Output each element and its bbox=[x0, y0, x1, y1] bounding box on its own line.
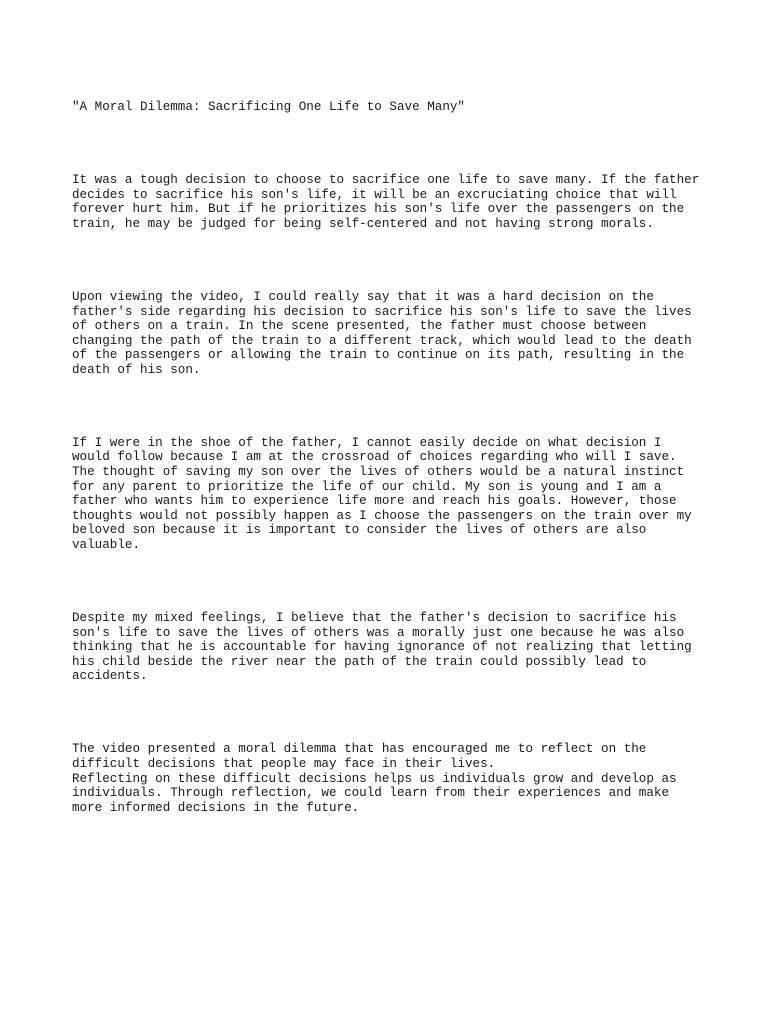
text-line: his child beside the river near the path of the train could possibly lead to bbox=[72, 654, 647, 669]
text-line: If I were in the shoe of the father, I cannot easily decide on what decision I bbox=[72, 435, 662, 450]
text-line: for any parent to prioritize the life of our child. My son is young and I am a bbox=[72, 479, 662, 494]
text-line: father who wants him to experience life more and reach his goals. However, those bbox=[72, 494, 677, 509]
text-line: It was a tough decision to choose to sacrifice one life to save many. If the father bbox=[72, 173, 700, 188]
text-line: more informed decisions in the future. bbox=[72, 800, 360, 815]
text-line: Reflecting on these difficult decisions helps us individuals grow and develop as bbox=[72, 771, 677, 786]
text-line: accidents. bbox=[72, 669, 148, 684]
text-line: changing the path of the train to a different track, which would lead to the death bbox=[72, 333, 692, 348]
paragraph-1 bbox=[72, 173, 712, 231]
text-line: of others on a train. In the scene presented, the father must choose between bbox=[72, 319, 647, 334]
paragraph-5 bbox=[72, 742, 712, 815]
text-line: son's life to save the lives of others was a morally just one because he was also bbox=[72, 625, 685, 640]
paragraph-2 bbox=[72, 290, 712, 378]
document-title: "A Moral Dilemma: Sacrificing One Life to Save Many" bbox=[72, 100, 465, 115]
text-line: decides to sacrifice his son's life, it will be an excruciating choice that will bbox=[72, 187, 677, 202]
text-line: forever hurt him. But if he prioritizes his son's life over the passengers on the bbox=[72, 202, 685, 217]
text-line: death of his son. bbox=[72, 362, 201, 377]
text-line: thoughts would not possibly happen as I choose the passengers on the train over my bbox=[72, 508, 692, 523]
text-line: thinking that he is accountable for having ignorance of not realizing that letting bbox=[72, 640, 692, 655]
text-line: father's side regarding his decision to sacrifice his son's life to save the lives bbox=[72, 304, 692, 319]
text-line: individuals. Through reflection, we could learn from their experiences and make bbox=[72, 786, 670, 801]
text-line: would follow because I am at the crossroad of choices regarding who will I save. bbox=[72, 450, 677, 465]
text-line: train, he may be judged for being self-centered and not having strong morals. bbox=[72, 216, 654, 231]
text-line: difficult decisions that people may face in their lives. bbox=[72, 756, 496, 771]
text-line: The thought of saving my son over the lives of others would be a natural instinct bbox=[72, 465, 685, 480]
text-line: Upon viewing the video, I could really say that it was a hard decision on the bbox=[72, 289, 654, 304]
text-line: valuable. bbox=[72, 538, 141, 552]
paragraph-4 bbox=[72, 611, 712, 684]
paragraph-3 bbox=[72, 436, 712, 553]
text-line: beloved son because it is important to consider the lives of others are also bbox=[72, 523, 647, 538]
document-body bbox=[72, 71, 712, 830]
text-line: Despite my mixed feelings, I believe that the father's decision to sacrifice his bbox=[72, 610, 677, 625]
text-line: The video presented a moral dilemma that has encouraged me to reflect on the bbox=[72, 742, 647, 757]
text-line: of the passengers or allowing the train to continue on its path, resulting in the bbox=[72, 348, 685, 363]
